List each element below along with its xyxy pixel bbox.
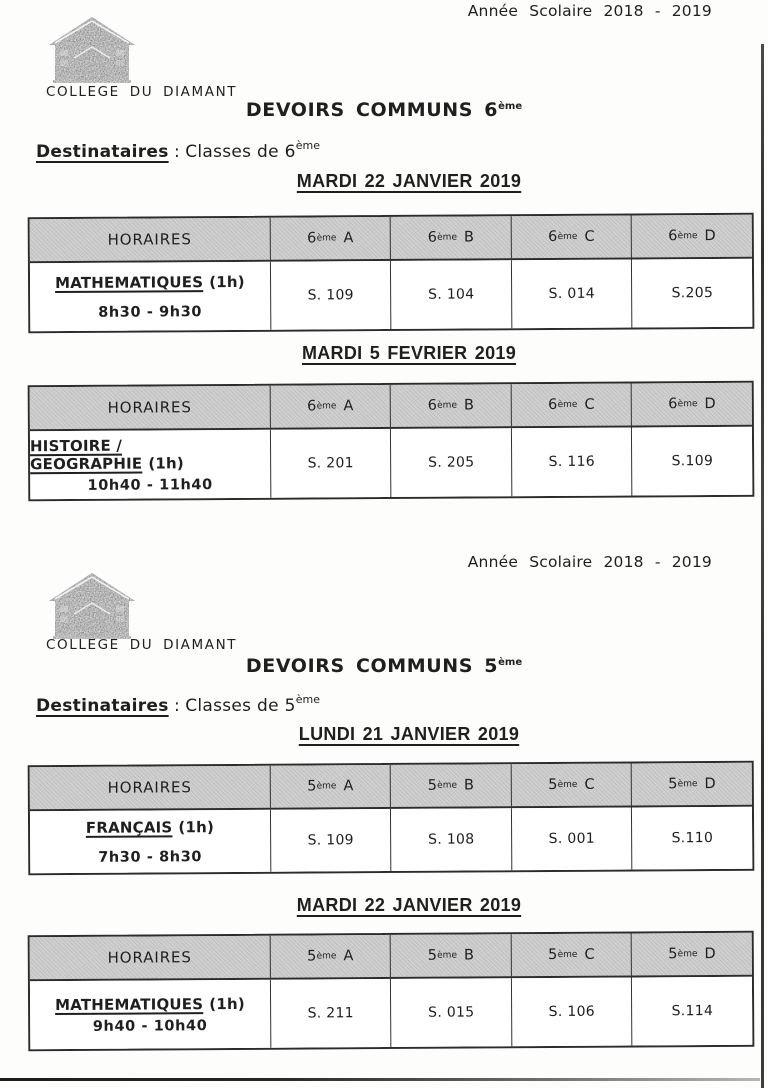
class-grade: 5	[548, 776, 558, 794]
exam-date-heading: LUNDI 21 JANVIER 2019	[298, 724, 520, 744]
subject-name: HISTOIRE / GEOGRAPHIE	[29, 436, 143, 473]
room-cell: S. 205	[391, 428, 512, 497]
room-cell: S. 015	[391, 978, 512, 1047]
column-header-class-a	[270, 765, 391, 808]
document-title	[0, 655, 768, 677]
class-grade: 6	[668, 396, 678, 413]
subject-cell	[30, 810, 271, 873]
table-header-row	[30, 933, 752, 981]
class-letter: C	[584, 946, 595, 963]
class-grade: 6	[307, 230, 317, 247]
class-superscript: ème	[677, 779, 698, 790]
table-header-row	[30, 383, 752, 431]
room-cell: S. 106	[512, 978, 633, 1047]
destinataires-separator: :	[168, 696, 186, 716]
time-slot: 7h30 - 8h30	[98, 848, 203, 866]
room-cell: S. 108	[391, 808, 512, 871]
class-letter: B	[463, 947, 475, 964]
column-header-class-d	[632, 763, 752, 806]
column-header-class-a	[270, 385, 391, 428]
room-cell: S. 116	[512, 428, 633, 497]
document-title	[0, 99, 768, 121]
table-data-row	[30, 259, 752, 331]
destinataires-line	[36, 139, 320, 162]
class-letter: B	[463, 777, 475, 794]
room-cell: S. 104	[391, 260, 512, 329]
table-header-row	[30, 215, 752, 263]
column-header-class-d	[632, 215, 752, 258]
table-data-row	[30, 807, 752, 873]
class-letter: B	[463, 397, 475, 414]
column-header-class-b	[391, 216, 512, 259]
class-grade: 5	[668, 946, 678, 963]
table-header-row	[30, 763, 752, 811]
class-letter: D	[704, 776, 716, 793]
class-superscript: ème	[437, 780, 458, 791]
class-superscript: ème	[316, 781, 337, 792]
column-header-horaires: HORAIRES	[30, 218, 271, 261]
destinataires-value: Classes de 5	[185, 696, 296, 716]
class-letter: D	[704, 228, 716, 245]
class-grade: 5	[548, 946, 558, 964]
column-header-horaires: HORAIRES	[30, 386, 271, 429]
time-slot: 8h30 - 9h30	[98, 303, 203, 321]
column-header-horaires: HORAIRES	[30, 766, 271, 809]
exam-date-heading: MARDI 5 FEVRIER 2019	[301, 343, 517, 363]
column-header-class-c	[512, 764, 633, 807]
class-letter: A	[343, 230, 354, 247]
subject-line	[55, 272, 245, 291]
table-data-row	[30, 977, 752, 1049]
document-title-superscript: ème	[498, 657, 523, 668]
class-superscript: ème	[437, 400, 458, 411]
subject-duration: (1h)	[148, 453, 184, 472]
column-header-class-d	[632, 933, 752, 976]
destinataires-value: Classes de 6	[185, 142, 296, 162]
subject-cell	[30, 430, 271, 499]
class-superscript: ème	[437, 232, 458, 243]
class-superscript: ème	[557, 779, 578, 790]
subject-name: FRANÇAIS	[85, 817, 173, 837]
class-superscript: ème	[316, 401, 337, 412]
class-grade: 5	[427, 947, 438, 964]
class-grade: 6	[427, 229, 438, 246]
table-data-row	[30, 427, 752, 499]
destinataires-superscript: ème	[295, 693, 320, 706]
class-grade: 6	[307, 398, 317, 415]
column-header-class-a	[270, 935, 391, 978]
column-header-class-c	[512, 384, 633, 427]
section-5eme	[0, 550, 768, 1088]
column-header-class-d	[632, 383, 752, 426]
class-letter: C	[584, 396, 595, 413]
school-name: COLLEGE DU DIAMANT	[46, 84, 238, 100]
room-cell: S.205	[671, 285, 714, 302]
class-letter: C	[584, 228, 595, 245]
class-grade: 6	[668, 228, 678, 245]
subject-duration: (1h)	[178, 817, 215, 836]
class-superscript: ème	[677, 949, 698, 960]
school-year-label: Année Scolaire 2018 - 2019	[467, 2, 712, 20]
exam-date-heading: MARDI 22 JANVIER 2019	[296, 895, 522, 915]
building-illustration-icon	[48, 14, 136, 84]
subject-duration: (1h)	[209, 272, 245, 291]
class-superscript: ème	[316, 951, 337, 962]
class-grade: 5	[668, 776, 678, 793]
school-building-logo	[48, 14, 136, 88]
document-title-text: DEVOIRS COMMUNS 5	[245, 655, 499, 677]
room-cell: S. 109	[271, 261, 392, 330]
column-header-class-a	[270, 217, 391, 260]
class-superscript: ème	[557, 399, 578, 410]
class-letter: A	[343, 778, 354, 795]
class-grade: 6	[548, 396, 558, 414]
school-year-label: Année Scolaire 2018 - 2019	[467, 553, 712, 571]
column-header-class-c	[512, 934, 633, 977]
class-letter: B	[463, 229, 475, 246]
document-title-superscript: ème	[498, 101, 523, 112]
room-cell: S.110	[671, 830, 714, 847]
class-grade: 5	[307, 948, 317, 965]
class-grade: 5	[307, 778, 317, 795]
class-letter: D	[704, 946, 716, 963]
class-superscript: ème	[437, 950, 458, 961]
schedule-table	[28, 213, 755, 333]
school-name: COLLEGE DU DIAMANT	[46, 637, 238, 653]
room-cell: S. 014	[512, 260, 633, 329]
column-header-class-b	[391, 384, 512, 427]
class-letter: D	[704, 396, 716, 413]
document-title-text: DEVOIRS COMMUNS 6	[245, 99, 499, 121]
destinataires-separator: :	[168, 142, 186, 162]
class-superscript: ème	[316, 233, 337, 244]
destinataires-label: Destinataires	[36, 142, 169, 162]
room-cell: S.109	[671, 453, 714, 470]
subject-cell	[30, 980, 271, 1049]
class-superscript: ème	[677, 231, 698, 242]
column-header-class-b	[391, 934, 512, 977]
room-cell: S.114	[671, 1003, 714, 1020]
schedule-table	[28, 381, 755, 501]
subject-cell	[30, 262, 271, 331]
class-superscript: ème	[677, 399, 698, 410]
room-cell: S. 201	[271, 429, 392, 498]
subject-line	[55, 994, 245, 1013]
subject-duration: (1h)	[209, 994, 245, 1013]
column-header-class-c	[512, 216, 633, 259]
exam-date-heading: MARDI 22 JANVIER 2019	[296, 171, 522, 191]
class-grade: 5	[427, 777, 438, 794]
class-superscript: ème	[557, 231, 578, 242]
room-cell: S. 109	[271, 809, 392, 872]
subject-name: MATHEMATIQUES	[55, 994, 204, 1014]
column-header-horaires: HORAIRES	[30, 936, 271, 979]
destinataires-label: Destinataires	[36, 696, 169, 716]
subject-line	[30, 435, 270, 472]
column-header-class-b	[391, 764, 512, 807]
building-illustration-icon	[48, 570, 136, 640]
time-slot: 10h40 - 11h40	[87, 476, 213, 494]
school-building-logo	[48, 570, 136, 644]
subject-name: MATHEMATIQUES	[54, 272, 204, 292]
subject-line	[86, 818, 214, 837]
class-grade: 6	[548, 228, 558, 246]
destinataires-superscript: ème	[295, 139, 320, 152]
schedule-table	[28, 761, 755, 875]
class-superscript: ème	[557, 949, 578, 960]
class-grade: 6	[427, 397, 438, 414]
time-slot: 9h40 - 10h40	[92, 1017, 208, 1035]
class-letter: A	[343, 948, 354, 965]
room-cell: S. 211	[271, 979, 392, 1048]
class-letter: C	[584, 776, 595, 793]
room-cell: S. 001	[512, 808, 633, 871]
schedule-table	[28, 931, 755, 1051]
destinataires-line	[36, 693, 320, 716]
class-letter: A	[343, 398, 354, 415]
